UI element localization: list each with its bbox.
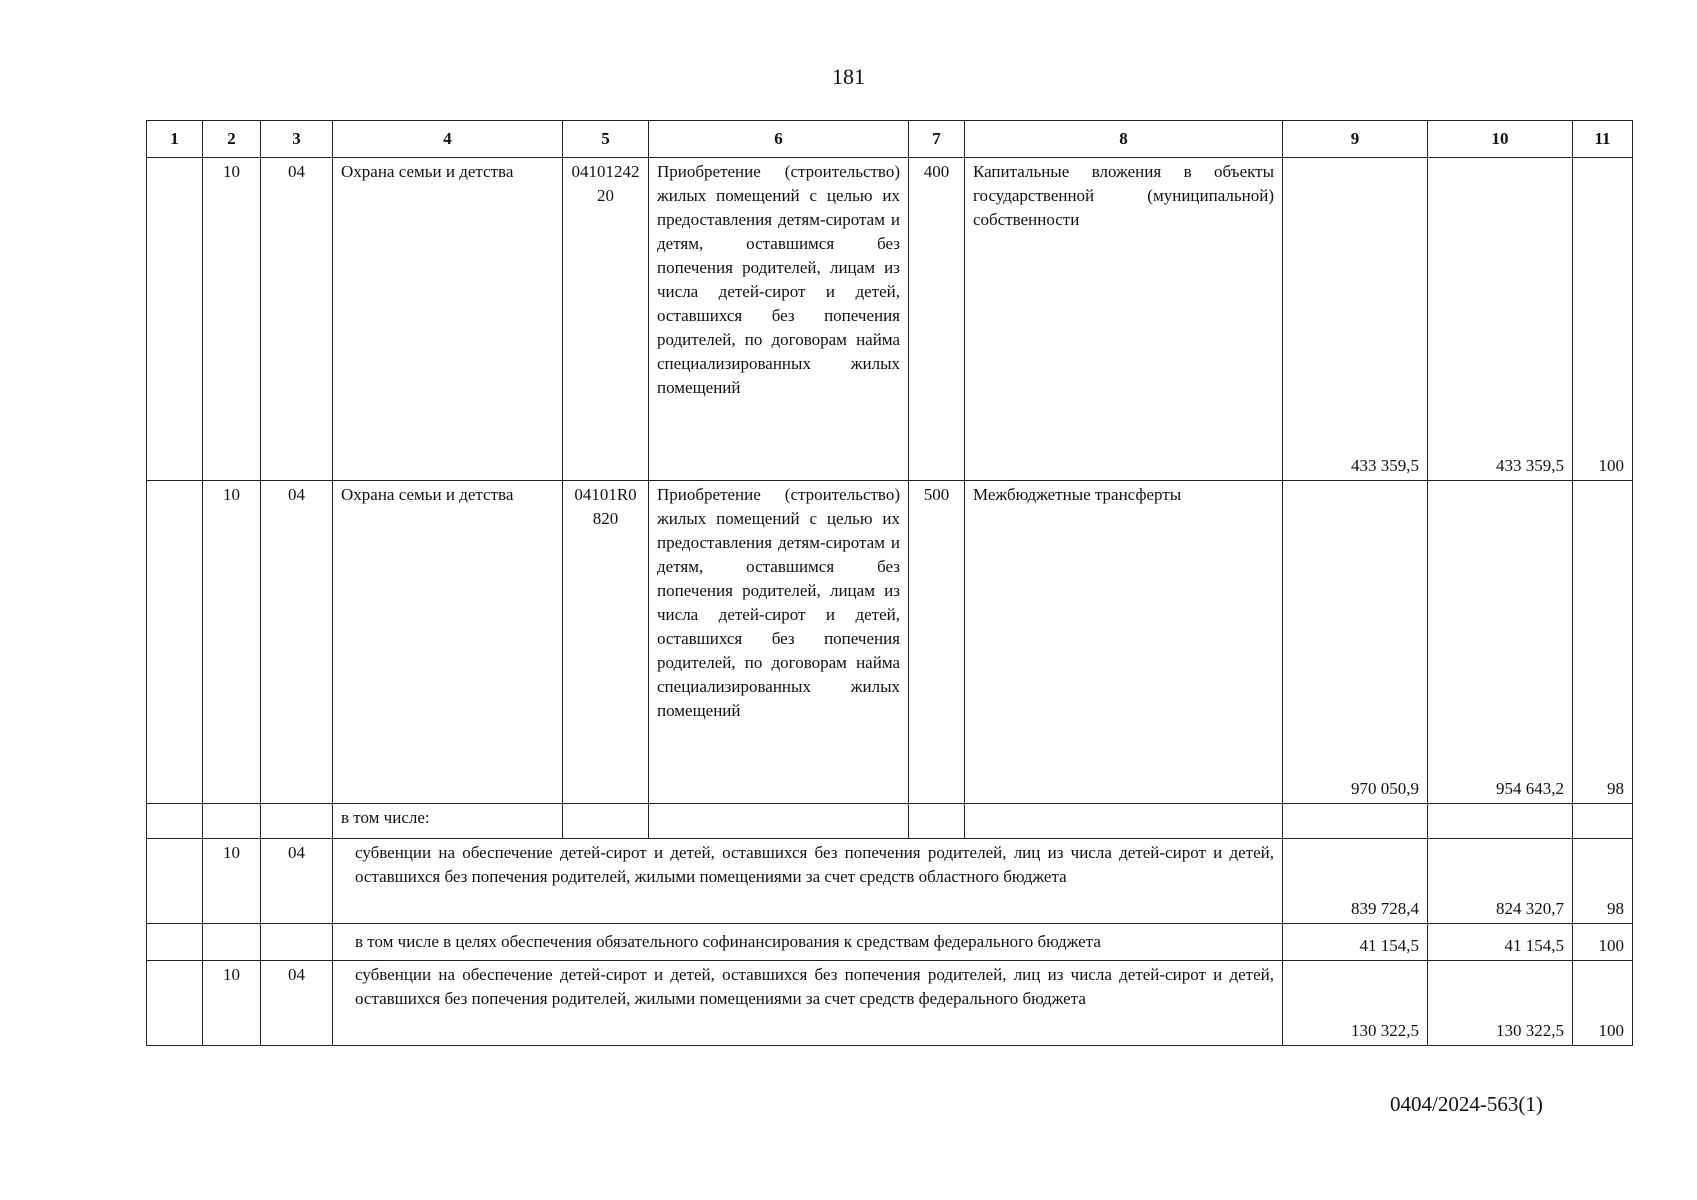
column-header-5: 5 — [563, 121, 649, 158]
cell-cofinancing-description: в том числе в целях обеспечения обязательного софинансирования к средствам федерального бюджета — [333, 924, 1283, 961]
cell-expense-type: 500 — [909, 481, 965, 804]
cell-subsection: 04 — [261, 481, 333, 804]
cell-subsection: 04 — [261, 961, 333, 1046]
cell-planned: 433 359,5 — [1283, 158, 1428, 481]
page-number: 181 — [832, 64, 865, 89]
cell-subsection: 04 — [261, 158, 333, 481]
cell-section: 10 — [203, 481, 261, 804]
cell-article-name: Приобретение (строительство) жилых помещений с целью их предоставления детям-сиротам и детям, оставшимся без попечения родителей, лицам из числа детей-сирот и детей, оставшихся без попечения родителей, по договорам найма специализированных жилых помещений — [649, 481, 909, 804]
column-header-6: 6 — [649, 121, 909, 158]
cell-executed: 433 359,5 — [1428, 158, 1573, 481]
cell-empty — [147, 804, 203, 839]
column-header-1: 1 — [147, 121, 203, 158]
cell-subvention-description: субвенции на обеспечение детей-сирот и детей, оставшихся без попечения родителей, лиц из числа детей-сирот и детей, оставшихся без попечения родителей, жилыми помещениями за счет средств федерального бюджета — [333, 961, 1283, 1046]
table-row — [147, 804, 1633, 839]
cell-section: 10 — [203, 839, 261, 924]
table-row — [147, 961, 1633, 1046]
budget-table — [146, 120, 1633, 1046]
cell-subsection-name: Охрана семьи и детства — [333, 158, 563, 481]
column-header-2: 2 — [203, 121, 261, 158]
cell-planned: 130 322,5 — [1283, 961, 1428, 1046]
document-code: 0404/2024-563(1) — [1390, 1092, 1543, 1116]
cell-col1 — [147, 158, 203, 481]
cell-empty — [203, 924, 261, 961]
cell-empty — [1573, 804, 1633, 839]
cell-empty — [147, 924, 203, 961]
cell-percent: 100 — [1573, 158, 1633, 481]
cell-empty — [261, 924, 333, 961]
cell-subsection: 04 — [261, 839, 333, 924]
cell-section: 10 — [203, 961, 261, 1046]
table-row — [147, 924, 1633, 961]
cell-empty — [909, 804, 965, 839]
cell-empty — [1428, 804, 1573, 839]
cell-subsection-name: Охрана семьи и детства — [333, 481, 563, 804]
cell-percent: 100 — [1573, 961, 1633, 1046]
cell-planned: 839 728,4 — [1283, 839, 1428, 924]
column-header-11: 11 — [1573, 121, 1633, 158]
cell-planned: 41 154,5 — [1283, 924, 1428, 961]
cell-empty — [147, 961, 203, 1046]
cell-including-label: в том числе: — [333, 804, 563, 839]
column-header-10: 10 — [1428, 121, 1573, 158]
table-row — [147, 839, 1633, 924]
cell-empty — [965, 804, 1283, 839]
cell-article-name: Приобретение (строительство) жилых помещений с целью их предоставления детям-сиротам и детям, оставшимся без попечения родителей, лицам из числа детей-сирот и детей, оставшихся без попечения родителей, по договорам найма специализированных жилых помещений — [649, 158, 909, 481]
cell-empty — [1283, 804, 1428, 839]
cell-empty — [203, 804, 261, 839]
cell-executed: 954 643,2 — [1428, 481, 1573, 804]
table-row — [147, 158, 1633, 481]
cell-section: 10 — [203, 158, 261, 481]
cell-percent: 100 — [1573, 924, 1633, 961]
cell-executed: 41 154,5 — [1428, 924, 1573, 961]
cell-planned: 970 050,9 — [1283, 481, 1428, 804]
cell-empty — [649, 804, 909, 839]
cell-expense-type-name: Межбюджетные трансферты — [965, 481, 1283, 804]
cell-expense-type-name: Капитальные вложения в объекты государственной (муниципальной) собственности — [965, 158, 1283, 481]
column-header-8: 8 — [965, 121, 1283, 158]
header-row — [147, 121, 1633, 158]
cell-subvention-description: субвенции на обеспечение детей-сирот и детей, оставшихся без попечения родителей, лиц из числа детей-сирот и детей, оставшихся без попечения родителей, жилыми помещениями за счет средств областного бюджета — [333, 839, 1283, 924]
cell-target-article: 04101R0820 — [563, 481, 649, 804]
cell-percent: 98 — [1573, 481, 1633, 804]
cell-empty — [147, 839, 203, 924]
cell-empty — [563, 804, 649, 839]
column-header-9: 9 — [1283, 121, 1428, 158]
column-header-3: 3 — [261, 121, 333, 158]
column-header-4: 4 — [333, 121, 563, 158]
cell-percent: 98 — [1573, 839, 1633, 924]
column-header-7: 7 — [909, 121, 965, 158]
cell-expense-type: 400 — [909, 158, 965, 481]
cell-col1 — [147, 481, 203, 804]
table-row — [147, 481, 1633, 804]
cell-executed: 130 322,5 — [1428, 961, 1573, 1046]
cell-target-article: 0410124220 — [563, 158, 649, 481]
cell-empty — [261, 804, 333, 839]
cell-executed: 824 320,7 — [1428, 839, 1573, 924]
